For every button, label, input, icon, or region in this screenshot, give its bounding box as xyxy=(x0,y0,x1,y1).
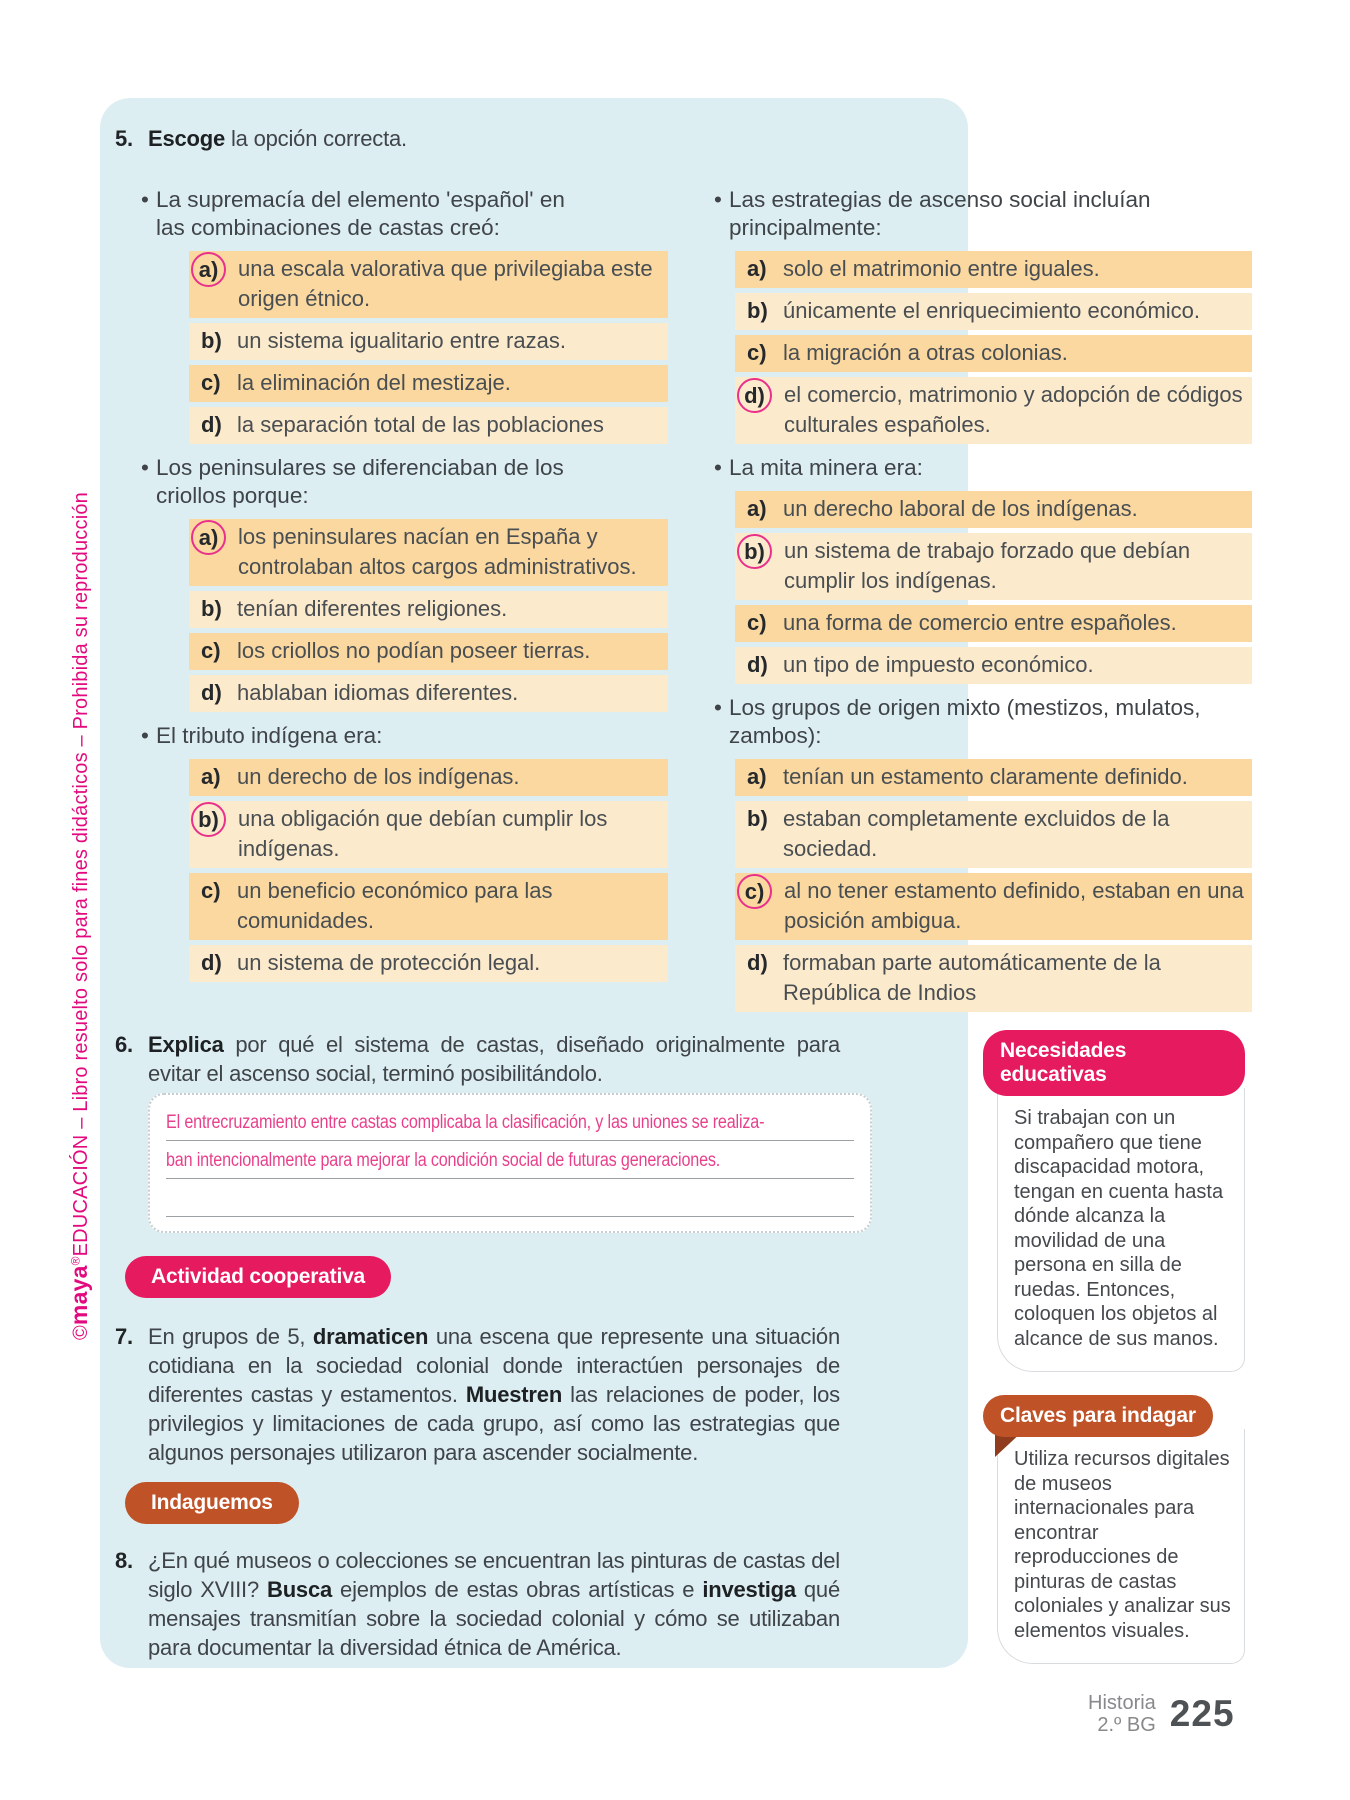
text-segment: una escena que represente una situación cotidiana en la sociedad colonial donde interactúen personajes de diferentes castas y estamentos. xyxy=(148,1324,840,1407)
text-segment: investiga xyxy=(702,1577,796,1602)
option-text: un derecho laboral de los indígenas. xyxy=(783,496,1138,521)
option-text: solo el matrimonio entre iguales. xyxy=(783,256,1100,281)
option-row xyxy=(735,335,1252,372)
option-row xyxy=(189,365,668,402)
text-segment: qué mensajes transmitían sobre la sociedad colonial y cómo se utilizaban para documentar la diversidad étnica de América. xyxy=(148,1577,841,1660)
option-row xyxy=(735,491,1252,528)
options-group xyxy=(735,491,1252,684)
bullet-question-text: Los grupos de origen mixto (mestizos, mulatos, zambos): xyxy=(729,695,1201,748)
option-row xyxy=(735,945,1252,1012)
option-row xyxy=(189,323,668,360)
option-letter: a) xyxy=(747,764,767,789)
option-text: estaban completamente excluidos de la sociedad. xyxy=(783,806,1170,861)
selected-option-letter: a) xyxy=(191,520,226,555)
option-row xyxy=(735,647,1252,684)
option-letter: c) xyxy=(747,610,767,635)
options-group xyxy=(189,759,668,982)
answer-line[interactable] xyxy=(166,1179,854,1217)
aside-body-text: Utiliza recursos digitales de museos internacionales para encontrar reproducciones de pinturas de castas coloniales y analizar sus elementos visuales. xyxy=(997,1429,1245,1664)
text-segment: la opción correcta. xyxy=(225,126,407,151)
option-text: hablaban idiomas diferentes. xyxy=(237,680,519,705)
page-footer xyxy=(1088,1692,1235,1736)
question-number: 8. xyxy=(115,1548,133,1573)
bullet-item xyxy=(140,186,668,242)
cooperative-activity-badge: Actividad cooperativa xyxy=(125,1256,391,1298)
bullet-question-text: La mita minera era: xyxy=(729,455,923,480)
bullet-item xyxy=(713,694,1253,750)
option-letter: c) xyxy=(201,638,221,663)
answer-line[interactable] xyxy=(166,1141,854,1179)
option-row xyxy=(189,801,668,868)
option-letter: a) xyxy=(201,764,221,789)
question-text xyxy=(148,1546,840,1662)
option-letter: d) xyxy=(747,652,768,677)
option-row xyxy=(735,759,1252,796)
option-text: una obligación que debían cumplir los indígenas. xyxy=(238,806,608,861)
copyright-symbol: © xyxy=(70,1325,92,1340)
option-letter: b) xyxy=(747,298,768,323)
option-text: un sistema igualitario entre razas. xyxy=(237,328,566,353)
option-text: tenían un estamento claramente definido. xyxy=(783,764,1188,789)
option-letter: d) xyxy=(201,412,222,437)
publisher-brand: maya xyxy=(66,1265,92,1326)
option-row xyxy=(735,293,1252,330)
option-row xyxy=(735,801,1252,868)
option-row xyxy=(189,873,668,940)
selected-option-letter: d) xyxy=(737,378,772,413)
text-segment: ejemplos de estas obras artísticas e xyxy=(332,1577,703,1602)
option-letter: d) xyxy=(201,680,222,705)
question-number: 5. xyxy=(115,126,133,151)
bullet-dot-icon: • xyxy=(141,455,149,480)
option-letter: b) xyxy=(747,806,768,831)
options-group xyxy=(189,251,668,444)
aside-title: Claves para indagar xyxy=(983,1395,1213,1437)
option-letter: b) xyxy=(201,596,222,621)
option-row xyxy=(735,377,1252,444)
text-segment: Busca xyxy=(267,1577,333,1602)
bullet-question-text: Las estrategias de ascenso social incluían principalmente: xyxy=(729,187,1151,240)
inquiry-badge: Indaguemos xyxy=(125,1482,299,1524)
option-text: el comercio, matrimonio y adopción de códigos culturales españoles. xyxy=(784,382,1243,437)
option-row xyxy=(189,591,668,628)
option-row xyxy=(735,251,1252,288)
question5-right-column xyxy=(713,176,1253,1018)
question-6 xyxy=(115,1030,840,1088)
question5-left-column xyxy=(140,176,668,988)
selected-option-letter: a) xyxy=(191,252,226,287)
bullet-question-text: El tributo indígena era: xyxy=(156,723,383,748)
option-row xyxy=(189,675,668,712)
bullet-item xyxy=(713,186,1253,242)
question-5-heading xyxy=(115,124,715,153)
question-number: 7. xyxy=(115,1324,133,1349)
option-letter: a) xyxy=(747,496,767,521)
bullet-question-text: La supremacía del elemento 'español' en las combinaciones de castas creó: xyxy=(156,187,565,240)
page-number: 225 xyxy=(1169,1693,1235,1734)
bullet-dot-icon: • xyxy=(714,695,722,720)
registered-symbol: ® xyxy=(68,1256,83,1266)
option-letter: a) xyxy=(747,256,767,281)
option-row xyxy=(735,873,1252,940)
bullet-question-text: Los peninsulares se diferenciaban de los criollos porque: xyxy=(156,455,564,508)
option-text: la eliminación del mestizaje. xyxy=(237,370,511,395)
option-text: un derecho de los indígenas. xyxy=(237,764,520,789)
selected-option-letter: c) xyxy=(737,874,772,909)
bullet-item xyxy=(140,722,668,750)
text-segment: las relaciones de poder, los privilegios y limitaciones de cada grupo, así como las estrategias que algunos personajes utilizaron para ascender socialmente. xyxy=(148,1382,840,1465)
option-text: los criollos no podían poseer tierras. xyxy=(237,638,591,663)
option-letter: c) xyxy=(747,340,767,365)
copyright-vertical-text xyxy=(58,440,102,1340)
option-text: una forma de comercio entre españoles. xyxy=(783,610,1177,635)
question-text xyxy=(148,1030,840,1088)
option-row xyxy=(189,251,668,318)
text-segment: Escoge xyxy=(148,126,226,151)
question-8 xyxy=(115,1546,840,1662)
question-text xyxy=(148,1322,840,1467)
bullet-dot-icon: • xyxy=(141,187,149,212)
option-letter: b) xyxy=(201,328,222,353)
answer-box xyxy=(148,1093,872,1233)
options-group xyxy=(189,519,668,712)
option-text: un beneficio económico para las comunidades. xyxy=(237,878,553,933)
option-row xyxy=(189,519,668,586)
option-text: al no tener estamento definido, estaban en una posición ambigua. xyxy=(784,878,1244,933)
option-text: formaban parte automáticamente de la República de Indios xyxy=(783,950,1161,1005)
bullet-dot-icon: • xyxy=(714,187,722,212)
bullet-item xyxy=(140,454,668,510)
option-letter: c) xyxy=(201,878,221,903)
answer-line[interactable] xyxy=(166,1103,854,1141)
text-segment: por qué el sistema de castas, diseñado originalmente para evitar el ascenso social, terminó posibilitándolo. xyxy=(148,1032,840,1086)
option-row xyxy=(189,945,668,982)
bullet-dot-icon: • xyxy=(141,723,149,748)
option-letter: d) xyxy=(201,950,222,975)
handwritten-answer: ban intencionalmente para mejorar la condición social de futuras generaciones. xyxy=(166,1150,721,1171)
copyright-line xyxy=(66,492,93,1340)
aside-title: Necesidades educativas xyxy=(983,1030,1245,1096)
footer-subject: Historia xyxy=(1088,1692,1156,1714)
text-segment: Explica xyxy=(148,1032,224,1057)
footer-grade: 2.º BG xyxy=(1097,1714,1156,1736)
text-segment: Muestren xyxy=(465,1382,563,1407)
text-segment: En grupos de 5, xyxy=(148,1324,313,1349)
option-text: la migración a otras colonias. xyxy=(783,340,1068,365)
selected-option-letter: b) xyxy=(191,802,226,837)
option-text: un tipo de impuesto económico. xyxy=(783,652,1094,677)
text-segment: dramaticen xyxy=(312,1324,429,1349)
inquiry-keys-box xyxy=(983,1395,1245,1664)
bullet-item xyxy=(713,454,1253,482)
options-group xyxy=(735,759,1252,1012)
bullet-dot-icon: • xyxy=(714,455,722,480)
option-text: un sistema de trabajo forzado que debían cumplir los indígenas. xyxy=(784,538,1191,593)
option-text: la separación total de las poblaciones xyxy=(237,412,604,437)
selected-option-letter: b) xyxy=(737,534,772,569)
question-7 xyxy=(115,1322,840,1467)
question-number: 6. xyxy=(115,1032,133,1057)
option-letter: c) xyxy=(201,370,221,395)
options-group xyxy=(735,251,1252,444)
copyright-text: EDUCACIÓN – Libro resuelto solo para fines didácticos – Prohibida su reproducción xyxy=(70,492,92,1257)
option-letter: d) xyxy=(747,950,768,975)
option-row xyxy=(735,533,1252,600)
handwritten-answer: El entrecruzamiento entre castas complicaba la clasificación, y las uniones se realiza- xyxy=(166,1112,765,1133)
educational-needs-box xyxy=(983,1030,1245,1372)
footer-course xyxy=(1088,1692,1156,1736)
option-text: tenían diferentes religiones. xyxy=(237,596,508,621)
option-text: un sistema de protección legal. xyxy=(237,950,541,975)
option-text: los peninsulares nacían en España y controlaban altos cargos administrativos. xyxy=(238,524,637,579)
question-text xyxy=(148,124,715,153)
option-text: una escala valorativa que privilegiaba este origen étnico. xyxy=(238,256,653,311)
text-segment: ¿En qué museos o colecciones se encuentran las pinturas de castas del siglo XVIII? xyxy=(148,1548,840,1602)
option-row xyxy=(189,633,668,670)
option-row xyxy=(735,605,1252,642)
option-row xyxy=(189,759,668,796)
option-row xyxy=(189,407,668,444)
aside-body-text: Si trabajan con un compañero que tiene discapacidad motora, tengan en cuenta hasta dónde alcanza la movilidad de una persona en silla de ruedas. Entonces, coloquen los objetos al alcance de sus manos. xyxy=(997,1088,1245,1372)
option-text: únicamente el enriquecimiento económico. xyxy=(783,298,1201,323)
